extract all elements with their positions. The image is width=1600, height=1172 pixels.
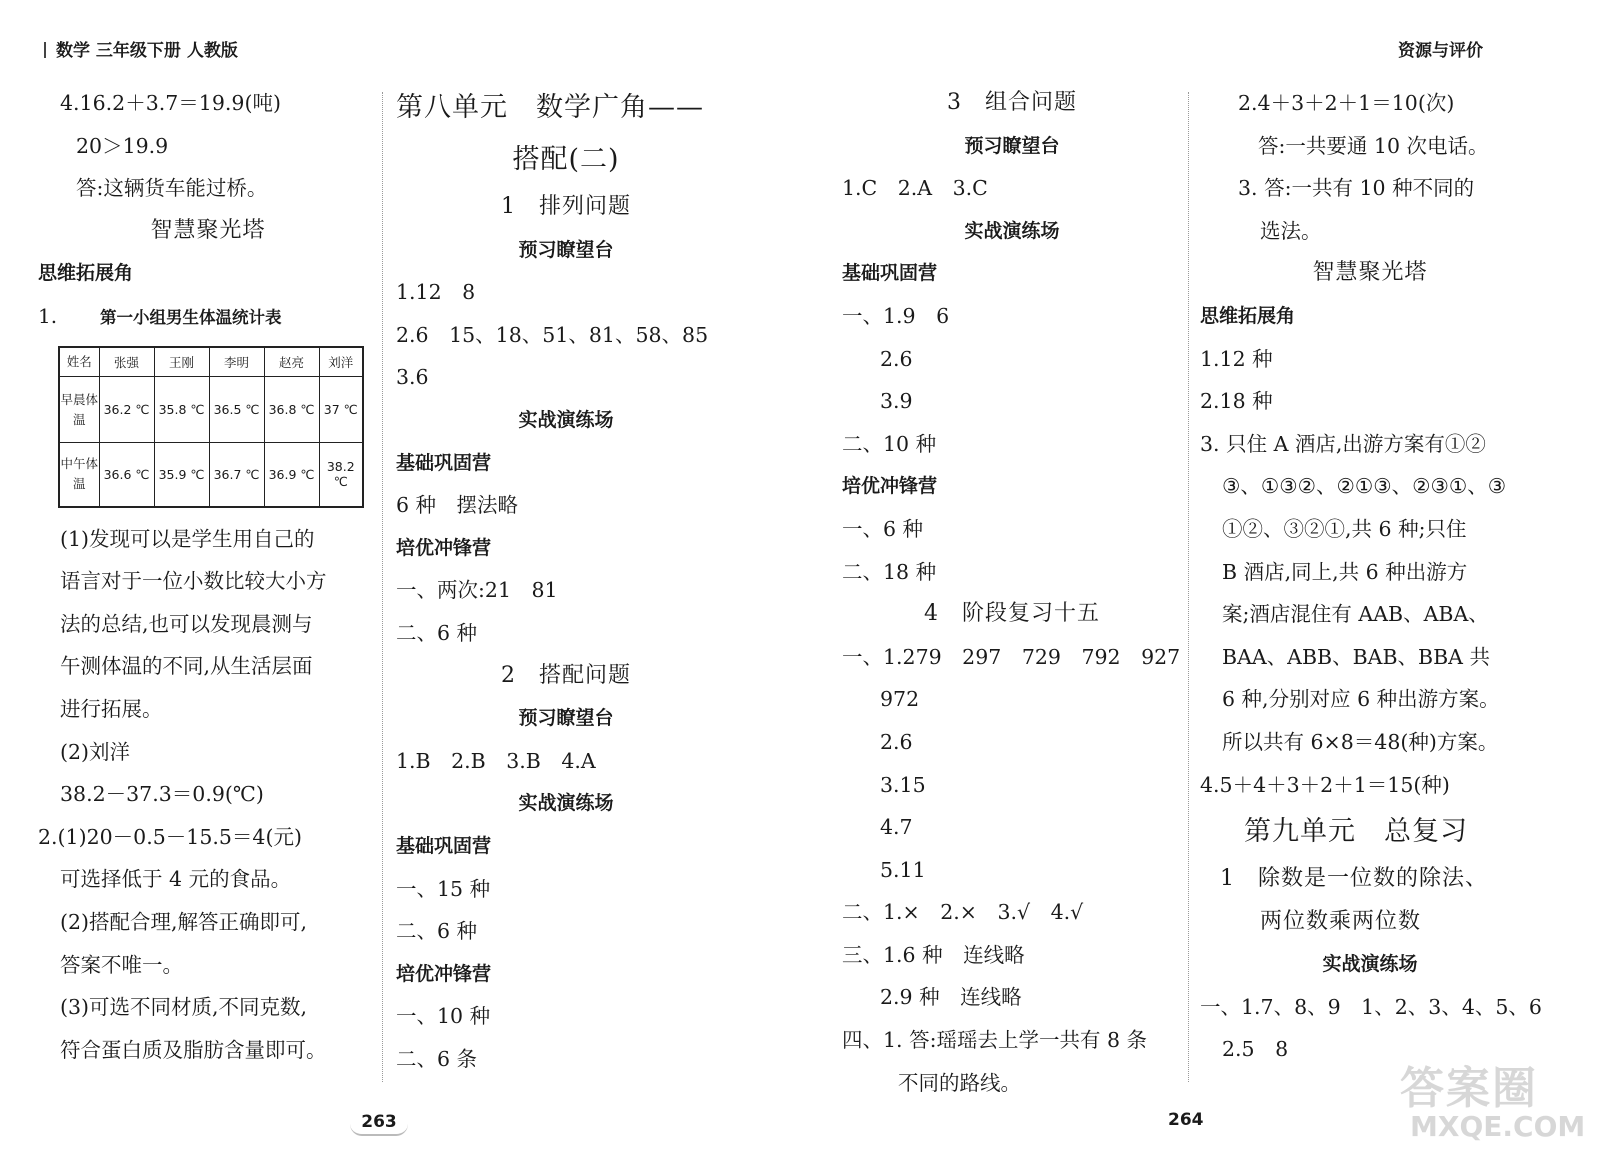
answer-line: 案;酒店混住有 AAB、ABA、 [1222, 602, 1489, 627]
answer-line: 一、1.9 6 [842, 303, 950, 328]
lesson-heading: 1 排列问题 [501, 194, 631, 219]
table-cell: 35.8 ℃ [154, 377, 209, 443]
answer-line: 2.6 [880, 729, 913, 754]
answer-line: 三、1.6 种 连线略 [842, 942, 1025, 967]
page-number-right: 264 [1168, 1110, 1204, 1130]
answer-line: 1.B 2.B 3.B 4.A [396, 748, 596, 773]
answer-line: 二、6 种 [396, 620, 478, 645]
answer-line: 2.9 种 连线略 [880, 985, 1022, 1010]
table-cell: 李明 [209, 347, 264, 377]
answer-line: ③、①③②、②①③、②③①、③ [1222, 474, 1507, 499]
section-heading: 智慧聚光塔 [150, 217, 266, 243]
table-cell: 赵亮 [264, 347, 319, 377]
answer-line: 2.5 8 [1222, 1037, 1289, 1062]
table-cell: 王刚 [154, 347, 209, 377]
answer-line: 二、6 种 [396, 919, 478, 944]
answer-line: 答案不唯一。 [60, 952, 183, 977]
answer-line: 2.18 种 [1200, 389, 1273, 414]
watermark-bottom: MXQE.COM [1410, 1110, 1586, 1143]
header-rule-icon [44, 42, 46, 58]
answer-line: 2.4＋3＋2＋1＝10(次) [1238, 91, 1455, 115]
answer-line: 所以共有 6×8＝48(种)方案。 [1222, 729, 1499, 754]
answer-line: 3. 只住 A 酒店,出游方案有①② [1200, 431, 1486, 456]
table-cell: 36.2 ℃ [99, 377, 154, 443]
subsection-label: 基础巩固营 [396, 834, 492, 857]
page-number-left: 263 [350, 1110, 408, 1136]
answer-line: 4.5＋4＋3＋2＋1＝15(种) [1200, 772, 1450, 797]
table-cell: 36.6 ℃ [99, 443, 154, 507]
section-label: 预习瞭望台 [964, 134, 1060, 157]
table-row [59, 377, 363, 443]
running-header-right: 资源与评价 [1398, 41, 1483, 61]
section-label: 实战演练场 [518, 408, 614, 431]
header-left-text: 数学 三年级下册 人教版 [56, 41, 238, 61]
subsection-label: 培优冲锋营 [396, 962, 492, 985]
subsection-heading: 思维拓展角 [38, 262, 134, 285]
section-label: 预习瞭望台 [518, 238, 614, 261]
unit-subtitle: 搭配(二) [512, 144, 620, 175]
section-label: 预习瞭望台 [518, 707, 614, 730]
answer-line: 二、10 种 [842, 431, 937, 456]
lesson-heading: 1 除数是一位数的除法、 [1220, 866, 1488, 892]
answer-line: 四、1. 答:瑶瑶去上学一共有 8 条 [842, 1028, 1148, 1053]
unit-title: 第八单元 数学广角—— [396, 92, 704, 123]
answer-line: 3.9 [880, 389, 913, 414]
answer-line: 语言对于一位小数比较大小方 [60, 569, 327, 594]
answer-line: 进行拓展。 [60, 696, 163, 721]
answer-line: 4.7 [880, 815, 913, 840]
answer-line: 3.15 [880, 772, 926, 797]
table-cell: 早晨体温 [59, 377, 99, 443]
answer-line: 午测体温的不同,从生活层面 [60, 654, 313, 679]
answer-line: (2)搭配合理,解答正确即可, [60, 909, 308, 934]
table-cell: 36.7 ℃ [209, 443, 264, 507]
table-title-line [38, 295, 378, 338]
answer-line: 1.C 2.A 3.C [842, 176, 988, 201]
section-label: 实战演练场 [1322, 953, 1418, 976]
answer-line: (2)刘洋 [60, 739, 131, 764]
subsection-heading: 思维拓展角 [1200, 304, 1296, 327]
table-cell: 36.8 ℃ [264, 377, 319, 443]
table-cell: 姓名 [59, 347, 99, 377]
answer-line: 6 种,分别对应 6 种出游方案。 [1222, 687, 1500, 712]
answer-line: 38.2－37.3＝0.9(℃) [60, 782, 264, 807]
subsection-label: 基础巩固营 [842, 262, 938, 285]
running-header-left [44, 36, 238, 61]
watermark-top: 答案圈 [1400, 1063, 1538, 1114]
table-row [59, 443, 363, 507]
answer-line: 一、10 种 [396, 1004, 491, 1029]
answer-line: 不同的路线。 [898, 1070, 1021, 1095]
answer-line: 1.12 8 [396, 280, 476, 305]
answer-line: (1)发现可以是学生用自己的 [60, 526, 315, 551]
lesson-heading: 2 搭配问题 [501, 662, 631, 688]
answer-line: 一、两次:21 81 [396, 578, 558, 603]
temperature-table [58, 346, 364, 508]
answer-line: 6 种 摆法略 [396, 493, 519, 518]
section-label: 实战演练场 [964, 219, 1060, 242]
answer-line: 3.6 [396, 365, 429, 390]
answer-line: 可选择低于 4 元的食品。 [60, 867, 292, 892]
answer-line: 3. 答:一共有 10 种不同的 [1238, 176, 1475, 201]
answer-line: 选法。 [1260, 218, 1322, 243]
answer-line: 一、1.279 297 729 792 927 [842, 644, 1181, 669]
answer-line: 2.(1)20－0.5－15.5＝4(元) [38, 824, 302, 849]
answer-line: 一、6 种 [842, 516, 924, 541]
answer-line: 答:一共要通 10 次电话。 [1258, 133, 1489, 158]
table-cell: 中午体温 [59, 443, 99, 507]
answer-line: 二、1.× 2.× 3.√ 4.√ [842, 900, 1084, 925]
table-row [59, 347, 363, 377]
column-1 [38, 82, 378, 1112]
answer-line: 一、15 种 [396, 876, 491, 901]
table-cell: 36.9 ℃ [264, 443, 319, 507]
subsection-label: 培优冲锋营 [396, 536, 492, 559]
column-divider [1188, 92, 1189, 1082]
answer-line: 1.12 种 [1200, 346, 1273, 371]
answer-line: 4.16.2＋3.7＝19.9(吨) [60, 91, 281, 115]
section-heading: 智慧聚光塔 [1312, 260, 1428, 286]
answer-line: 2.6 15、18、51、81、58、85 [396, 322, 709, 347]
table-cell: 38.2 ℃ [319, 443, 363, 507]
watermark-logo [1392, 1052, 1586, 1152]
answer-line: 二、18 种 [842, 559, 937, 584]
table-cell: 37 ℃ [319, 377, 363, 443]
answer-line: 5.11 [880, 857, 926, 882]
unit-title: 第九单元 总复习 [1244, 816, 1468, 848]
answer-line: 2.6 [880, 346, 913, 371]
section-label: 实战演练场 [518, 792, 614, 815]
lesson-heading: 3 组合问题 [947, 90, 1077, 115]
answer-line: 二、6 条 [396, 1046, 478, 1071]
answer-line: 972 [880, 687, 920, 712]
table-cell: 35.9 ℃ [154, 443, 209, 507]
answer-line: 符合蛋白质及脂肪含量即可。 [60, 1037, 327, 1062]
column-3 [842, 82, 1182, 1112]
answer-line: B 酒店,同上,共 6 种出游方 [1222, 559, 1468, 584]
answer-line: 法的总结,也可以发现晨测与 [60, 611, 313, 636]
column-4 [1200, 82, 1540, 1112]
table-cell: 刘洋 [319, 347, 363, 377]
answer-line: 一、1.7、8、9 1、2、3、4、5、6 [1200, 994, 1542, 1019]
item-number: 1. [38, 303, 58, 328]
column-2 [396, 82, 736, 1112]
lesson-heading: 4 阶段复习十五 [924, 601, 1100, 627]
subsection-label: 基础巩固营 [396, 451, 492, 474]
answer-line: ①②、③②①,共 6 种;只住 [1222, 516, 1467, 541]
subsection-label: 培优冲锋营 [842, 475, 938, 498]
table-cell: 36.5 ℃ [209, 377, 264, 443]
table-title: 第一小组男生体温统计表 [100, 307, 282, 327]
lesson-heading-cont: 两位数乘两位数 [1260, 908, 1422, 934]
column-divider [382, 92, 383, 1082]
answer-line: 答:这辆货车能过桥。 [76, 176, 268, 201]
answer-line: 20＞19.9 [76, 133, 169, 158]
answer-line: (3)可选不同材质,不同克数, [60, 995, 308, 1020]
table-cell: 张强 [99, 347, 154, 377]
answer-line: BAA、ABB、BAB、BBA 共 [1222, 644, 1490, 669]
